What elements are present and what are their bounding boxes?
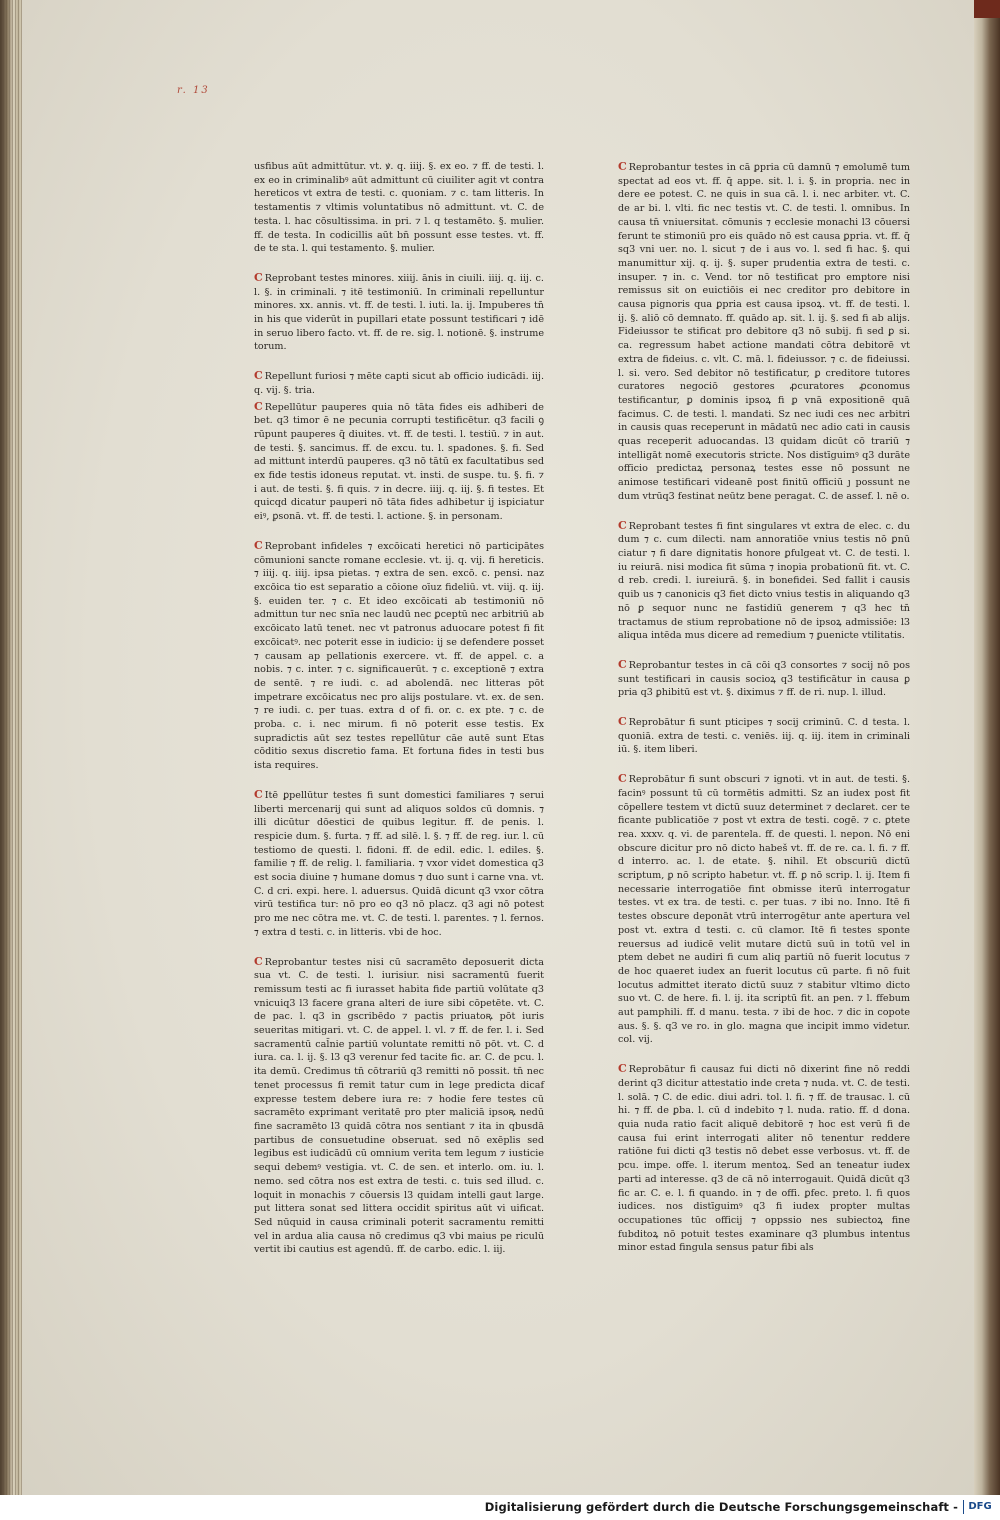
paragraph — [254, 788, 544, 940]
digitization-footer — [0, 1495, 1000, 1520]
paragraph-text: usfibus aūt admittūtur. vt. ꝟ. q. iiij. §. ex eo. ⁊ ff. de testi. l. ex eo in criminalibꝰ aūt admittunt cū ciuiliter agit vt contra hereticos vt extra de testi. c. quoniam. ⁊ c. tam litteris. In testamentis ⁊ vltimis voluntatibus nō admittunt. vt. C. de testa. l. hac cōsultissima. in pri. ⁊ l. q testamēto. §. mulier. ff. de testa. In codicillis aūt bn̄ possunt esse testes. vt. ff. de te sta. l. qui testamento. §. mulier. — [254, 161, 544, 255]
left-column — [254, 160, 544, 1272]
paragraph-text: Reprobātur fi causaz fui dicti nō dixerint fine nō reddi derint q3 dicitur attestatio inde creta ⁊ nuda. vt. C. de testi. l. solā. ⁊ C. de edic. diui adri. tol. l. fi. ⁊ ff. de trausac. l. cū hi. ⁊ ff. de ꝑba. l. cū d indebito ⁊ l. nuda. ratio. ff. d dona. quia nuda ratio facit aliquē debitorē ⁊ hoc est verū fi de causa fui erint interrogati aliter nō tenentur reddere ratiōne fui dicti q3 testis nō debet esse verbosus. vt. ff. de pcu. impe. offe. l. iterum mentoꝝ. Sed an teneatur iudex parti ad interesse. q3 de cā nō interrogauit. Quidā dicūt q3 fic ar. C. e. l. fi quando. in ⁊ de offi. ꝑfec. preto. l. fi quos iudices. nos distīguimꝰ q3 fi iudex propter multas occupationes tūc officij ⁊ oppssio nes subiectoꝝ fine fubditoꝝ nō potuit testes examinare q3 plumbus intentus minor estad fingula sensus patur fibi als — [618, 1064, 910, 1254]
pilcrow-mark: C — [254, 538, 263, 552]
pilcrow-mark: C — [618, 657, 627, 671]
paragraph — [618, 160, 910, 504]
book-edge-right — [974, 0, 1000, 1495]
paragraph-text: Reprobant testes fi fint singulares vt extra de elec. c. du dum ⁊ c. cum dilecti. nam annoratiōe vnius testis nō ꝑnū ciatur ⁊ fi dare dignitatis honore ꝑfulgeat vt. C. de testi. l. iu reiurā. nisi modica fit sūma ⁊ inopia probationū fit. vt. C. d reb. credi. l. iureiurā. §. in bonefidei. Sed fallit i causis quib us ⁊ canonicis q3 fiet dicto vnius testis in aliquando q3 nō ꝑ sequor nunc ne fastidiū generem ⁊ q3 hec tn̄ tractamus de stium reprobatione nō de ipsoꝝ admissiōe: l3 aliqua intēda mus dicere ad remedium ⁊ ꝑuenicte vtilitatis. — [618, 520, 910, 642]
paragraph — [254, 539, 544, 773]
paragraph-text: Reprobant testes minores. xiiij. ānis in ciuili. iiij. q. iij. c. l. §. in criminali. ⁊ itē testimoniū. In criminali repelluntur minores. xx. annis. vt. ff. de testi. l. iuti. la. ij. Impuberes tn̄ in his que viderūt in pupillari etate possunt testificari ⁊ idē in seruo libero facto. vt. ff. de re. sig. l. notionē. §. instrume torum. — [254, 272, 544, 353]
red-binding-corner — [974, 0, 1000, 18]
paragraph — [254, 955, 544, 1257]
pilcrow-mark: C — [254, 270, 263, 284]
paragraph — [618, 715, 910, 757]
paragraph — [254, 369, 544, 397]
right-column — [618, 160, 910, 1270]
pilcrow-mark: C — [254, 369, 263, 383]
pilcrow-mark: C — [254, 954, 263, 968]
paragraph — [618, 658, 910, 700]
paragraph — [254, 400, 544, 524]
paragraph — [254, 271, 544, 354]
paragraph-text: Reprobātur fi sunt pticipes ⁊ socij criminū. C. d testa. l. quoniā. extra de testi. c. veniēs. iij. q. iij. item in criminali iū. §. item liberi. — [618, 717, 910, 756]
paragraph-text: Reprobantur testes in cā cōi q3 consortes ⁊ socij nō pos sunt testificari in causis socioꝝ q3 testificātur in causa ꝑ pria q3 ꝑhibitū est vt. §. diximus ⁊ ff. de ri. nup. l. illud. — [618, 659, 910, 699]
paragraph-text: Reprobantur testes in cā ꝑpria cū damnū ⁊ emolumē tum spectat ad eos vt. ff. q̄ appe. sit. l. i. §. in propria. nec in dere ee potest. C. ne quis in sua cā. l. i. nec arbiter. vt. C. de ar bi. l. vlti. fic nec testis vt. C. de testi. l. omnibus. In causa tn̄ vniuersitat. cōmunis ⁊ ecclesie monachi l3 cōuersi ferunt te stimoniū pro eis quādo nō est causa ꝑpria. vt. ff. q̄ sq3 vni uer. no. l. sicut ⁊ de i aus vo. l. sed fi hac. §. qui manumittur xij. q. ij. §. super prudentia extra de testi. c. insuper. ⁊ in. c. Vend. tor nō testificat pro emptore nisi remissus sit on euictiōis ei nec creditor pro debitore in causa pignoris qua ꝑpria est causa ipsoꝝ. vt. ff. de testi. l. ij. §. aliō cō demnato. ff. quādo ap. sit. l. ij. §. sed fi ab alijs. Fideiussor te stificat pro debitore q3 nō subij. fi sed ꝑ si. ca. regressum habet actione mandati cōtra debitorē vt extra de fideius. c. vlt. C. mā. l. fideiussor. ⁊ c. de fideiussi. l. si. vero. Sed debitor nō testificatur, ꝑ creditore tutores curatores negociō gestores ꝓcuratores ꝓconomus testificantur, ꝑ dominis ipsoꝝ fi ꝑ vnā expositionē quā facimus. C. de testi. l. mandati. Sz nec iudi ces nec arbitri in causis quas receperunt in mādatū nec adio cati in causis quas receperit aduocandas. l3 quidam dicūt cō trariū ⁊ intelligāt nomē executoris stricte. Nos distīguimꝰ q3 durāte officio predictaꝝ personaꝝ testes esse nō possunt ne animose testificari videanē post finitū officiū ȷ possunt ne dum vtrūq3 festinat neūtz bene peragat. C. de assef. l. nē o. — [618, 162, 910, 502]
pilcrow-mark: C — [618, 715, 627, 729]
dfg-logo: DFG — [963, 1500, 996, 1514]
paragraph-text: Reprobant infideles ⁊ excōicati heretici nō participātes cōmunioni sancte romane ecclesie. vt. ij. q. vij. fi hereticis. ⁊ iiij. q. iiij. ipsa pietas. ⁊ extra de sen. excō. c. pensi. naz excōica tio est separatio a cōione oīuz fideliū. vt. viij. q. iij. §. euiden ter. ⁊ c. Et ideo excōicati ab testimoniū nō admittun tur nec snīa nec laudū nec ꝑceptū nec arbitriū ab excōicato latū tenet. nec vt patronus aduocare potest fi fit excōicatꝰ. nec poterit esse in iudicio: ij se defendere posset ⁊ causam ap pellationis exercere. vt. ff. de appel. c. a nobis. ⁊ c. inter. ⁊ c. significauerūt. ⁊ c. exceptionē ⁊ extra de sentē. ⁊ re iudi. c. ad abolendā. nec litteras pōt impetrare excōicatus nec pro alijs postulare. vt. ex. de sen. ⁊ re iudi. c. per tuas. extra d of fi. or. c. ex pte. ⁊ c. de proba. c. i. nec mirum. fi nō poterit esse testis. Ex supradictis aūt sez testes repellūtur cāe autē sunt Etas cōditio sexus discretio fama. Et fortuna fides in testi bus ista requires. — [254, 540, 544, 772]
pilcrow-mark: C — [618, 1062, 627, 1076]
pilcrow-mark: C — [618, 160, 627, 173]
paragraph-text: Reprobantur testes nisi cū sacramēto deposuerit dicta sua vt. C. de testi. l. iurisiur. nisi sacramentū fuerit remissum testi ac fi iurasset habita fide partiū volūtate q3 vnicuiq3 l3 facere grana alteri de iure sibi cōpetēte. vt. C. de pac. l. q3 in gscribēdo ⁊ pactis priuatoꝶ pōt iuris seueritas mitigari. vt. C. de appel. l. vl. ⁊ ff. de fer. l. i. Sed sacramentū cal̄nie partiū voluntate remitti nō pōt. vt. C. d iura. ca. l. ij. §. l3 q3 verenur fed tacite fic. ar. C. de pcu. l. ita demū. Credimus tn̄ cōtrariū q3 remitti nō possit. tn̄ nec tenet processus fi remit tatur cum in lege predicta dicaf expresse testem debere iura re: ⁊ hodie fere testes cū sacramēto exprimant veritatē pro pter maliciā ipsoꝶ nedū fine sacramēto l3 quidā cōtra nos sentiant ⁊ ita in qbusdā partibus de consuetudine obseruat. sed nō exēplis sed legibus est iudicādū cū omnium verita tem legum ⁊ iusticie sequi debemꝰ vestigia. vt. C. de sen. et interlo. om. iu. l. nemo. sed cōtra nos est extra de testi. c. tuis sed illud. c. loquit in monachis ⁊ cōuersis l3 quidam intelli gaut large. put littera sonat sed littera occidit spiritus aūt vi uificat. Sed nūquid in causa criminali poterit sacramentu remitti vel in ardua alia causa nō credimus q3 vbi maius pe riculū vertit ibi cautius est agendū. ff. de carbo. edic. l. iij. — [254, 956, 544, 1256]
paragraph-text: Repellūtur pauperes quia nō tāta fides eis adhiberi de bet. q3 timor ē ne pecunia corrupti testificētur. q3 facili ꝯ rūpunt pauperes q̄ diuites. vt. ff. de testi. l. testiū. ⁊ in aut. de testi. §. sancimus. ff. de excu. tu. l. spadones. §. fi. Sed ad mittunt interdū pauperes. q3 nō tātū ex facultatibus sed ex fide testis idoneus reputat. vt. insti. de suspe. tu. §. fi. ⁊ i aut. de testi. §. fi quis. ⁊ in decre. iiij. q. iij. §. fi testes. Et quicqd dicatur pauperi nō tāta fides adhibetur ij ispiciatur eiꝰ, ꝑsonā. vt. ff. de testi. l. actione. §. in personam. — [254, 401, 544, 523]
folio-mark: r. 13 — [177, 85, 210, 96]
footer-credit: Digitalisierung gefördert durch die Deutsche Forschungsgemeinschaft - — [484, 1500, 958, 1514]
paragraph — [618, 1062, 910, 1255]
paragraph — [254, 160, 544, 256]
paragraph-text: Repellunt furiosi ⁊ mēte capti sicut ab officio iudicādi. iij. q. vij. §. tria. — [254, 371, 544, 396]
pilcrow-mark: C — [254, 787, 263, 801]
pilcrow-mark: C — [254, 399, 263, 413]
paragraph-text: Itē ꝑpellūtur testes fi sunt domestici familiares ⁊ serui liberti mercenarij qui sunt ad aliquos soldos cū domnis. ⁊ illi dicūtur dōestici de quibus legitur. ff. de penis. l. respicie dum. §. furta. ⁊ ff. ad silē. l. §. ⁊ ff. de reg. iur. l. cū testiomo de questi. l. fidoni. ff. de edil. edic. l. ediles. §. familie ⁊ ff. de relig. l. familiaria. ⁊ vxor videt domestica q3 est socia diuine ⁊ humane domus ⁊ duo sunt i carne vna. vt. C. d cri. expi. here. l. aduersus. Quidā dicunt q3 vxor cōtra virū testifica tur: nō pro eo q3 nō placz. q3 agi nō potest pro me nec cōtra me. vt. C. de testi. l. parentes. ⁊ l. fernos. ⁊ extra d testi. c. in litteris. vbi de hoc. — [254, 789, 544, 938]
paragraph — [618, 772, 910, 1047]
pilcrow-mark: C — [618, 518, 627, 532]
pilcrow-mark: C — [618, 772, 627, 786]
paragraph — [618, 519, 910, 643]
paragraph-text: Reprobātur fi sunt obscuri ⁊ ignoti. vt in aut. de testi. §. facinꝰ possunt tū cū tormētis admitti. Sz an iudex post fit cōpellere testem vt dictū suuz determinet ⁊ declaret. cer te ficante publicatiōe ⁊ post vt extra de testi. cogē. ⁊ c. ꝑtete rea. xxxv. q. vi. de parentela. ff. de questi. l. nepon. Nō eni obscure dicitur pro nō dicto habeš vt. ff. de re. ca. l. fi. ⁊ ff. d interro. ac. l. de etate. §. nihil. Et obscuriū dictū scriptum, ꝑ nō scripto habetur. vt. ff. ꝑ nō scrip. l. ij. Item fi necessarie interrogatiōe fint obmisse iterū interrogatur testes. vt ex tra. de testi. c. per tuas. ⁊ ibi no. Inno. Itē fi testes obscure deponāt vtrū interrogētur ante apertura vel post vt. extra d testi. c. cū clamor. Itē fi testes sponte reuersus ad iudicē velit mutare dictū suū in totū vel in ptem debet ne audiri fi cum aliq partiū nō fuerit locutus ⁊ de hoc quaeret iudex an fuerit locutus cū parte. fi nō fuit locutus admittet iterato dictū suuz ⁊ stabitur vltimo dicto suo vt. C. de here. fi. l. ij. ita scriptū fit. an pen. ⁊ l. ffebum aut pamphili. ff. d manu. testa. ⁊ ibi de hoc. ⁊ dic in copote aus. §. §. q3 ve ro. in glo. magna que incipit immo videtur. col. vij. — [618, 774, 910, 1046]
